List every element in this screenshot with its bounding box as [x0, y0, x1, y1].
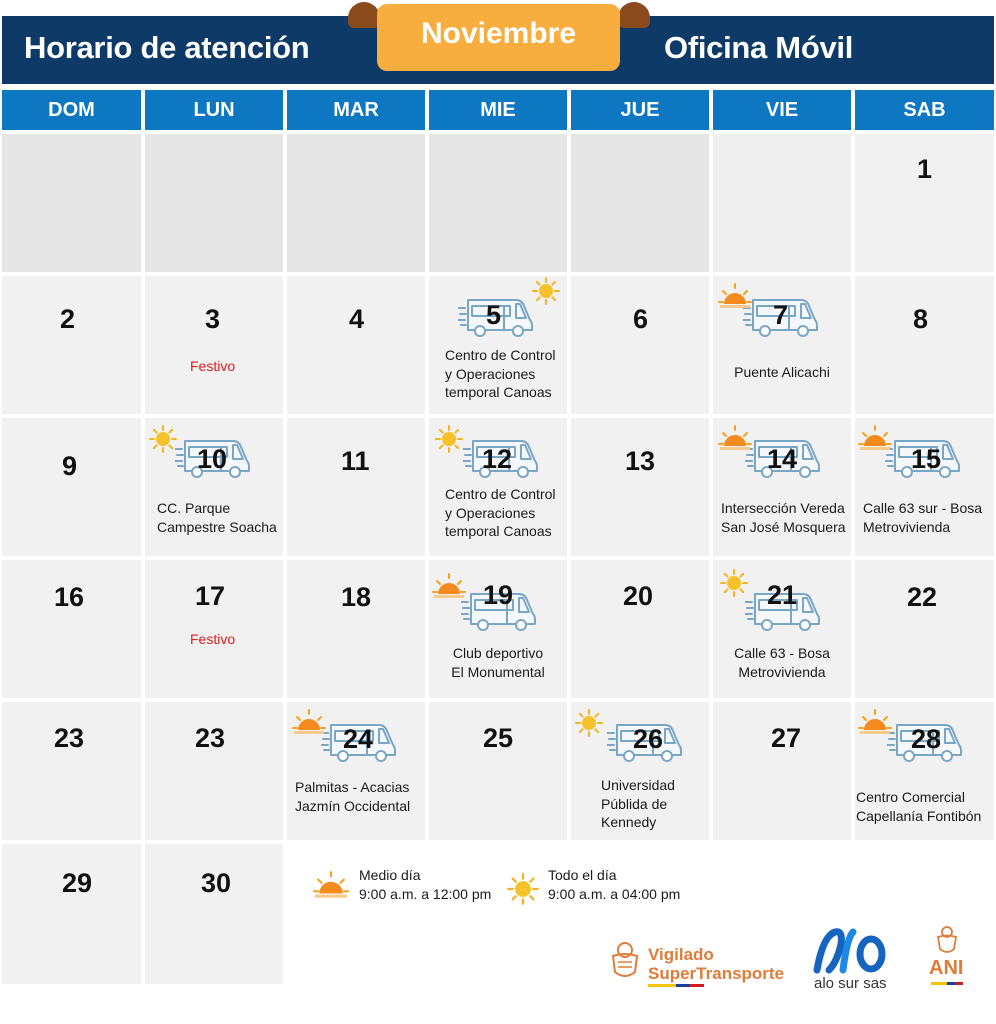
calendar-cell-30 [145, 844, 283, 984]
legend-full-day: Todo el día 9:00 a.m. a 04:00 pm [548, 867, 681, 902]
ani-flag-stripe [931, 982, 963, 985]
day-number: 22 [907, 582, 938, 612]
month-label: Noviembre [420, 16, 577, 50]
day-header-lun: LUN [145, 90, 283, 130]
legend-half-day: Medio día 9:00 a.m. a 12:00 pm [359, 867, 492, 902]
day-number: 3 [205, 304, 221, 334]
day-number: 23 [195, 723, 226, 753]
calendar-cell-5 [429, 276, 567, 414]
full-sun-icon [531, 276, 561, 306]
calendar-cell-23 [2, 702, 141, 840]
day-number: 29 [62, 868, 93, 898]
half-sun-icon [431, 572, 467, 602]
calendar-cell-24 [287, 702, 425, 840]
alo-sur-logo-mark [813, 928, 887, 974]
calendar-cell-3 [145, 276, 283, 414]
full-sun-icon [574, 708, 604, 738]
location-label: Palmitas - Acacias Jazmín Occidental [295, 779, 411, 814]
calendar-cell-6 [571, 276, 709, 414]
full-sun-icon [148, 424, 178, 454]
day-number: 13 [625, 446, 656, 476]
day-number: 26 [633, 724, 664, 754]
ani-shield-icon [934, 924, 960, 956]
day-number: 10 [197, 444, 228, 474]
day-number: 24 [343, 724, 374, 754]
full-sun-icon [719, 568, 749, 598]
location-label: Centro de Control y Operaciones temporal Canoas [445, 347, 556, 400]
calendar-cell-16 [2, 560, 141, 698]
location-label: Universidad Públida de Kennedy [601, 777, 675, 830]
day-number: 20 [623, 581, 654, 611]
calendar-cell-empty [571, 134, 709, 272]
calendar-cell-14 [713, 418, 851, 556]
calendar-cell-7 [713, 276, 851, 414]
day-number: 25 [483, 723, 514, 753]
day-number: 8 [913, 304, 929, 334]
holiday-label: Festivo [190, 631, 236, 647]
day-number: 15 [911, 444, 942, 474]
location-label: Centro de Control y Operaciones temporal Canoas [445, 486, 556, 539]
day-number: 17 [195, 581, 226, 611]
day-number: 19 [483, 580, 514, 610]
calendar-cell-empty [713, 134, 851, 272]
day-number: 21 [767, 580, 798, 610]
half-sun-icon [311, 870, 351, 902]
header-subtitle: Oficina Móvil [664, 30, 854, 65]
calendar-cell-18 [287, 560, 425, 698]
day-number: 23 [54, 723, 85, 753]
calendar-cell-1 [855, 134, 994, 272]
calendar-cell-27 [713, 702, 851, 840]
location-label: Club deportivo El Monumental [451, 645, 545, 680]
location-label: Centro Comercial Capellanía Fontibón [856, 789, 982, 824]
full-sun-icon [434, 424, 464, 454]
location-label: CC. Parque Campestre Soacha [157, 500, 277, 535]
calendar-cell-19 [429, 560, 567, 698]
colombia-shield-icon [607, 940, 643, 982]
calendar-cell-22 [855, 560, 994, 698]
location-label: Calle 63 sur - Bosa Metrovivienda [863, 500, 983, 535]
calendar-cell-12 [429, 418, 567, 556]
calendar-cell-15 [855, 418, 994, 556]
day-header-sab: SAB [855, 90, 994, 130]
calendar-cell-empty [429, 134, 567, 272]
day-header-vie: VIE [713, 90, 851, 130]
calendar-cell-10 [145, 418, 283, 556]
day-number: 16 [54, 582, 85, 612]
supertransporte-logo: Vigilado SuperTransporte [648, 945, 785, 983]
day-header-mar: MAR [287, 90, 425, 130]
day-number: 4 [349, 304, 365, 334]
calendar-cell-9 [2, 418, 141, 556]
day-number: 9 [62, 451, 78, 481]
location-label: Puente Alicachi [734, 364, 830, 380]
binder-ring-left [348, 2, 380, 28]
calendar-cell-4 [287, 276, 425, 414]
half-sun-icon [857, 424, 893, 454]
calendar-cell-8 [855, 276, 994, 414]
day-number: 11 [341, 446, 370, 476]
day-header-dom: DOM [2, 90, 141, 130]
month-tab [377, 4, 620, 71]
calendar-cell-26 [571, 702, 709, 840]
calendar-cell-25 [429, 702, 567, 840]
day-number: 5 [486, 300, 502, 330]
location-label: Calle 63 - Bosa Metrovivienda [734, 645, 830, 680]
day-number: 2 [60, 304, 76, 334]
day-number: 28 [911, 724, 942, 754]
calendar-cell-29 [2, 844, 141, 984]
day-number: 27 [771, 723, 802, 753]
ani-logo: ANI [929, 957, 964, 979]
day-number: 7 [773, 300, 789, 330]
alo-sur-logo-text: alo sur sas [814, 975, 887, 992]
calendar-cell-17 [145, 560, 283, 698]
calendar-cell-2 [2, 276, 141, 414]
calendar-cell-empty [2, 134, 141, 272]
calendar-cell-empty [145, 134, 283, 272]
day-number: 14 [767, 444, 798, 474]
day-number: 12 [482, 444, 513, 474]
day-number: 30 [201, 868, 232, 898]
calendar-cell-empty [287, 134, 425, 272]
half-sun-icon [857, 708, 893, 738]
day-number: 18 [341, 582, 372, 612]
flag-stripe [648, 984, 704, 987]
calendar-cell-21 [713, 560, 851, 698]
half-sun-icon [717, 424, 753, 454]
calendar-cell-28 [855, 702, 994, 840]
full-sun-icon [506, 872, 540, 906]
half-sun-icon [717, 282, 753, 312]
day-number: 1 [917, 154, 933, 184]
calendar-cell-13 [571, 418, 709, 556]
binder-ring-right [618, 2, 650, 28]
day-header-jue: JUE [571, 90, 709, 130]
calendar-cell-11 [287, 418, 425, 556]
calendar-cell-23 [145, 702, 283, 840]
holiday-label: Festivo [190, 358, 236, 374]
half-sun-icon [291, 708, 327, 738]
location-label: Intersección Vereda San José Mosquera [721, 500, 846, 535]
day-header-mie: MIE [429, 90, 567, 130]
header-title: Horario de atención [24, 30, 310, 65]
calendar-cell-20 [571, 560, 709, 698]
day-number: 6 [633, 304, 649, 334]
